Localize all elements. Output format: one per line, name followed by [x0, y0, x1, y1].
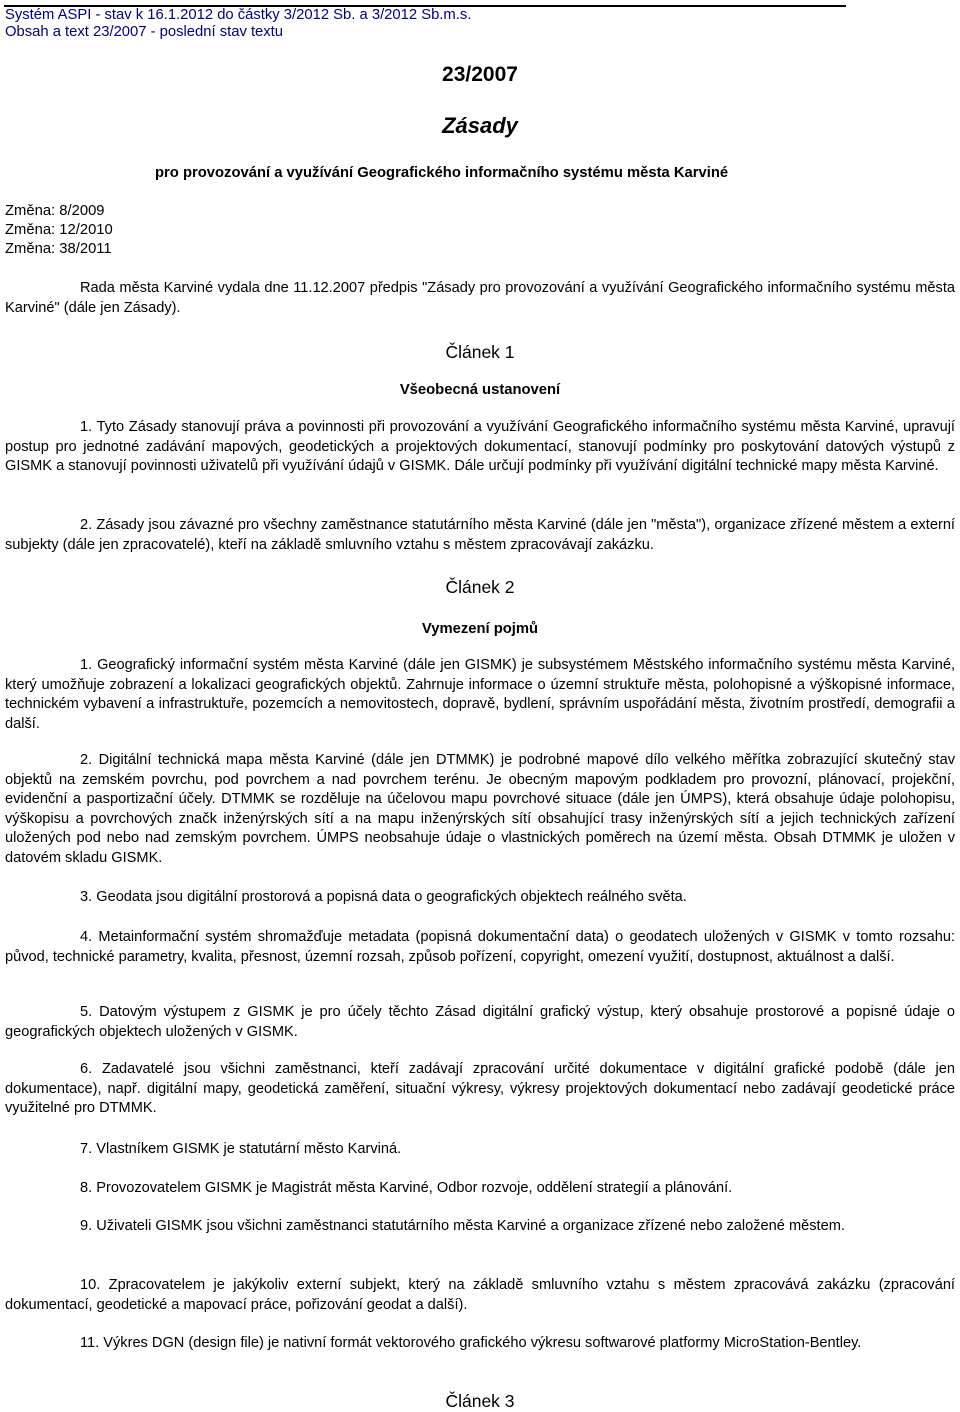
article-2-title: Vymezení pojmů	[421, 621, 539, 637]
article-3-heading: Článek 3	[445, 1391, 515, 1411]
paragraph-text: 1. Geografický informační systém města Karviné (dále jen GISMK) je subsystémem Městského informačního systému města Karviné, který umožňuje zobrazení a lokalizaci geografických objektů. Zahrnuje informace o územní struktuře města, polohopisné a výškopisné informace, technickém vybavení a infrastruktuře, pozemcích a nemovitostech, dopravě, bydlení, správním uspořádání města, životním prostředí, demografii a další.	[5, 657, 955, 732]
paragraph-text: 7. Vlastníkem GISMK je statutární město Karviná.	[80, 1141, 402, 1157]
paragraph-text: 11. Výkres DGN (design file) je nativní formát vektorového grafického výkresu softwarové platformy MicroStation-Bentley.	[80, 1335, 862, 1351]
article-1-heading: Článek 1	[445, 342, 515, 362]
amendment-item: Změna: 12/2010	[5, 222, 113, 238]
header-content-status: Obsah a text 23/2007 - poslední stav textu	[5, 24, 284, 40]
article-2-paragraph-2	[5, 751, 955, 869]
paragraph-text: 9. Uživateli GISMK jsou všichni zaměstnanci statutárního města Karviné a organizace zřízené nebo založené městem.	[80, 1218, 845, 1234]
article-1-paragraph-1	[5, 418, 955, 477]
paragraph-text: 3. Geodata jsou digitální prostorová a popisná data o geografických objektech reálného světa.	[80, 889, 687, 905]
amendment-item: Změna: 38/2011	[5, 241, 112, 257]
article-2-paragraph-3	[5, 888, 955, 908]
paragraph-text: 10. Zpracovatelem je jakýkoliv externí subjekt, který na základě smluvního vztahu s městem zpracovává zakázku (zpracování dokumentací, geodetické a mapovací práce, pořizování geodat a další).	[5, 1277, 955, 1313]
preamble-text: Rada města Karviné vydala dne 11.12.2007 předpis "Zásady pro provozování a využívání Geografického informačního systému města Karviné" (dále jen Zásady).	[5, 280, 955, 316]
paragraph-text: 5. Datovým výstupem z GISMK je pro účely těchto Zásad digitální grafický výstup, který obsahuje prostorové a popisné údaje o geografických objektech uložených v GISMK.	[5, 1004, 955, 1040]
article-1-title: Všeobecná ustanovení	[399, 382, 561, 398]
article-2-paragraph-11	[5, 1334, 955, 1354]
article-1-paragraph-2	[5, 516, 955, 555]
paragraph-text: 6. Zadavatelé jsou všichni zaměstnanci, kteří zadávají zpracování určité dokumentace v digitální grafické podobě (dále jen dokumentace), např. digitální mapy, geodetická zaměření, situační výkresy, výkresy projektových dokumentací nebo zadávají geodetické práce využitelné pro DTMMK.	[5, 1061, 955, 1117]
document-number: 23/2007	[442, 63, 518, 86]
article-2-paragraph-4	[5, 928, 955, 967]
article-2-paragraph-8	[5, 1179, 955, 1199]
paragraph-text: 8. Provozovatelem GISMK je Magistrát města Karviné, Odbor rozvoje, oddělení strategií a plánování.	[80, 1180, 733, 1196]
paragraph-text: 2. Digitální technická mapa města Karviné (dále jen DTMMK) je podrobné mapové dílo velkého měřítka zobrazující skutečný stav objektů na zemském povrchu, pod povrchem a nad povrchem terénu. Je obecným mapovým podkladem pro provozní, plánovací, projekční, evidenční a pasportizační účely. DTMMK se rozděluje na účelovou mapu povrchové situace (dále jen ÚMPS), která obsahuje údaje polohopisu, výškopisu a povrchových značk inženýrských sítí a na mapu inženýrských sítí obsahující trasy inženýrských sítí a jejich technických zařízení uložených pod nebo nad zemským povrchem. ÚMPS neobsahuje údaje o vlastnických poměrech na území města. Obsah DTMMK je uložen v datovém skladu GISMK.	[5, 752, 955, 866]
document-title: Zásady	[442, 113, 518, 138]
document-subtitle: pro provozování a využívání Geografického informačního systému města Karviné	[155, 165, 729, 181]
paragraph-text: 4. Metainformační systém shromažďuje metadata (popisná dokumentační data) o geodatech uložených v GISMK v tomto rozsahu: původ, technické parametry, kvalita, přesnost, územní rozsah, způsob pořízení, copyright, omezení využití, dostupnost, aktuálnost a další.	[5, 929, 955, 965]
paragraph-text: 2. Zásady jsou závazné pro všechny zaměstnance statutárního města Karviné (dále jen "města"), organizace zřízené městem a externí subjekty (dále jen zpracovatelé), kteří na základě smluvního vztahu s městem zpracovávají zakázku.	[5, 517, 955, 553]
article-2-paragraph-10	[5, 1276, 955, 1315]
amendment-item: Změna: 8/2009	[5, 203, 105, 219]
amendment-list	[5, 202, 113, 259]
preamble	[5, 279, 955, 318]
article-2-paragraph-1	[5, 656, 955, 734]
article-2-paragraph-7	[5, 1140, 955, 1160]
article-2-paragraph-6	[5, 1060, 955, 1119]
paragraph-text: 1. Tyto Zásady stanovují práva a povinnosti při provozování a využívání Geografického informačního systému města Karviné, upravují postup pro jednotné zadávání mapových, geodetických a projektových dokumentací, stanovují podmínky pro poskytování datových výstupů z GISMK a stanovují povinnosti uživatelů při využívání údajů v GISMK. Dále určují podmínky při využívání digitální technické mapy města Karviné.	[5, 419, 955, 475]
article-2-paragraph-9	[5, 1217, 955, 1237]
article-2-paragraph-5	[5, 1003, 955, 1042]
article-2-heading: Článek 2	[445, 577, 515, 597]
header-system-status: Systém ASPI - stav k 16.1.2012 do částky 3/2012 Sb. a 3/2012 Sb.m.s.	[5, 7, 472, 23]
